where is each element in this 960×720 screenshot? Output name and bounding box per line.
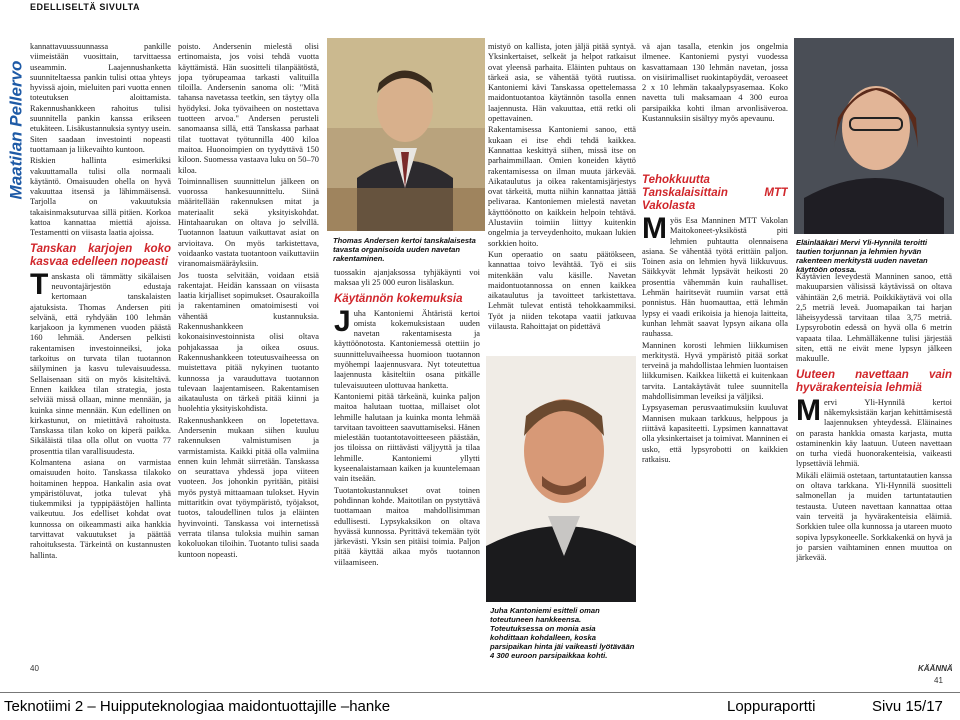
- column-5-top: [642, 42, 788, 166]
- footer-right: Sivu 15/17: [872, 698, 943, 715]
- c2-body: poisto. Andersenin mielestä olisi ertinomaista, jos voisi tehdä vuotta käyttämistä. Hän suositteli tilanpäätöstä, jopa työrupeamaa tarkasti valituilla tiloilla. Andersenin sanoma oli: "Mitä tahansa navetassa teetkin, sen täytyy olla hyödyksi. Joka työvaiheen on nostettava tuotteen arvoa." Andersen perusteli sanomaansa sillä, että Tanskassa parhaat tilat tuottavat työtunnilla 400 kiloa maitoa. Huonoimpien on tyydyttävä 150 kiloon. Suomessa vastaava luku on 50–70 kiloa.: [178, 42, 319, 175]
- footer-divider: [0, 692, 960, 693]
- c3-body: tuossakin ajanjaksossa tyhjäkäynti voi maksaa yli 25 000 euron lisälaskun.: [334, 268, 480, 288]
- document-footer: [0, 694, 960, 720]
- c1-dropcap: T: [30, 267, 49, 301]
- byline-vertical: [6, 40, 26, 220]
- c5-body: Käytävien leveydestä Manninen sanoo, että makuuparsien välisissä käytävissä on oltava vähintään 2,6 metriä. Poikkikäytävä voi olla 2,5 metriä leveä. Juomapaikan tai harjan läheisyydessä tarvitaan tilaa 3,75 metriä. Lypsyrobotin edessä on hyvä olla 6 metrin vapaata tilaa. Lehmälläkenne tulisi järjestää siten, että ne eivät mene lypsyn jälkeen makuulle.: [796, 272, 952, 364]
- column-4: [488, 42, 636, 352]
- page-number-right: 41: [934, 676, 943, 685]
- c4-top: Rakentamisessa Kantoniemi sanoo, että kukaan ei itse ehdi tehdä kaikkea. Kannattaa keskittyä siihen, missä itse on parhaimmillaan. Omien koneiden käyttö rakentamisessa on ilman muuta järkevää. Aikataulutus ja oikea rakentamisjärjestys ovat tärkeitä, mutta niihin kannattaa jättää pelivaraa. Kantoniemen mielestä navetan käyttöönotto on kaikkein helpoin tehtävä. Alustaviin toimiin liittyy kuitenkin ongelmia ja terveydenhoito, mukaan lukien sorkkien hoito.: [488, 125, 636, 248]
- kaanna-label: KÄÄNNÄ: [918, 664, 953, 673]
- column-1: [30, 42, 171, 660]
- c5-body2: ervi Yli-Hynnilä kertoi näkemyksistään karjan kehittämisestä laajennuksen yhteydessä. Eläinaines on parasta hankkia omasta karjasta, mutta ostaminenkin käy laatuun. Uuteen navettaan on turha viedä huonorakenteisia, vaikeasti lypsettäviä lehmiä.: [796, 397, 952, 469]
- c1-intro: kannattavuussuunnassa pankille viimeistään vuosittain, tarvittaessa useammin. Laajennushanketta suunniteltaessa pankin tulisi ottaa yhteys hyvissä ajoin, mieluiten pari vuotta ennen toteutuksen aloittamista. Rakennushankkeen rahoitus tulisi suunnitella pankin kanssa erikseen etukäteen. Lisäkustannuksia syntyy usein. Siten saadaan investointi nopeasti tuottamaan ja liikevaihto kuntoon.: [30, 42, 171, 154]
- c2-body3: Jos tuosta selvitään, voidaan etsiä rakentajat. Heidän kanssaan on viisasta laatia kirjalliset sopimukset. Osaurakoilla ja rakentaminen omatoimisesti voi vähentää kustannuksia. Rakennushankkeen kokonaisinvestoinnista olisi oltava pohjakassaa ja oikea osuus. Rakennushankkeen toteutusvaiheessa on muistettava pitää nykyinen tuotanto kunnossa ja varauduttava tuotannon tulevaan laajentamiseen. Rakentamisen aikataulusta on tärkeä pitää kiinni ja huolehtia yksityiskohdista.: [178, 270, 319, 414]
- column-6: [796, 272, 952, 670]
- page-number-left: 40: [30, 664, 39, 673]
- photo-juha-kantoniemi: [486, 356, 636, 602]
- column-2: [178, 42, 319, 678]
- c4-top2: Kun operaatio on saatu päätökseen, kannattaa toivo levähtää. Työ ei siis mitenkään valu käsille. Navetan maidontuotannossa on ennen kaikkea aikataulutus ja tavoitteet tarkistettava. Lehmät tulevat entistä tehokkaammiksi. Työt ja niiden tekotapa vaatii jatkuvaa viilausta. Rahoittajat on pidettävä: [488, 249, 636, 332]
- c4-body2: Manninen korosti lehmien liikkumisen merkitystä. Hyvä ympäristö pitää sorkat terveinä ja mahdollistaa lehmien luontaisen liikkumisen. Kaikkea liikettä ei kuitenkaan tarvita. Lantakäytävät tulee suunnitella mahdollisimman leveiksi ja väljiksi.: [642, 340, 788, 402]
- column-3-lower: [334, 268, 480, 568]
- photo-mervi-yli-hynnila: [794, 38, 954, 234]
- c4-heading: Tehokkuutta Tanskalaisittain MTT Vakolasta: [642, 174, 788, 212]
- section-label: EDELLISELTÄ SIVULTA: [30, 2, 140, 12]
- c5-dropcap: M: [796, 393, 821, 427]
- c3-body3: Kantoniemi pitää tärkeänä, kuinka paljon maitoa halutaan tuottaa, millaiset olot lehmille halutaan ja kuinka monta lehmää tarvitaan tavoitteen saavuttamiseksi. Hänen mielestään tuotantotavoitteeseen päästään, jos tiloissa on riittävästi väljyyttä ja tilaa lehmille. Kantoniemi yllytti kyseenalaistamaan kaiken ja kuuntelemaan vain itseään.: [334, 391, 480, 484]
- c1-body2: Kolmantena asiana on varmistaa omaisuuden hoito. Tanskassa tilakoko hoitaminen heppoa. Hankalin asia ovat ympäristöluvat, jotka tulevat yhä tiukemmiksi ja typpipäästöjen hallinta vaikeutuu. Jos edelliset kohdat ovat kunnossa on oikeammasti aika hankkia tarvittavat vakuutukset ja päättää rahoituksesta. Tärkeintä on kustannusten hallinta.: [30, 457, 171, 560]
- c3-body2: uha Kantoniemi Ähtäristä kertoi omista kokemuksistaan uuden navetan rakentamisesta ja käyttöönotosta. Kantoniemessä otettiin jo suunnitteluvaiheessa huomioon tuotannon myöhempi laajennusvara. Nyt toteutettua laajennusta käsiteltiin osana pitkälle tulevaisuuteen ulottuvaa hanketta.: [334, 308, 480, 390]
- c2-body2: Toiminnallisen suunnittelun jälkeen on vuorossa hankesuunnittelu. Siinä määritellään rakennuksen mitat ja materiaalit sekä yksityiskohdat. Hintahaarukan on oltava jo selvillä. Tuotannon laatuun vaikuttavat asiat on arvioitava. On myös tarkistettava, voidaanko vastata tuotantoon vaikuttaviin viranomaismääräyksiin.: [178, 176, 319, 269]
- c3-body4: Tuotantokustannukset ovat toinen pohdinnan kohde. Maitotilan on pystyttävä tuottamaan maitoa mahdollisimman edullisesti. Lypsykaksikon on oltava hyvässä kunnossa. Pyrittävä tekemään työt järkevästi. Yksin sen pitäisi toimia. Paljon pitää käyttää aikaa myös tuotannon viilaamiseen.: [334, 485, 480, 567]
- c4-body: yös Esa Manninen MTT Vakolan Maitokoneet-yksiköstä piti lehmien puhtautta olennaisena asiana. Se vähentää työtä erittäin paljon. Toinen asia on lehmien hyvä liikkuvuus. Säikkyvät lehmät lypsävät heikosti 20 prosenttia vähemmän kuin rauhalliset. Lehmän hairitsevät ruumiin varsat että ponnistus. Hän huomauttaa, että lehmän lypsy ei vaadi erikoisia ja hienoja laitteita, kunhan lehmät saavat lypsyn aikana olla rauhassa.: [642, 216, 788, 339]
- byline-text: Maatilan Pellervo: [6, 60, 26, 200]
- caption-photo1: Thomas Andersen kertoi tanskalaisesta tavasta organisoida uuden navetan rakentaminen.: [333, 236, 476, 263]
- c4-dropcap: M: [642, 212, 667, 245]
- c3-top: mistyö on kallista, joten jäljä pitää syntyä. Yksinkertaiset, selkeät ja helpot ratkaisut ovat yleensä parhaita. Eläinten puhtaus on tärkeä asia, se vähentää työtä ruutissa. Kantoniemi kävi Tanskassa opettelemassa maidontuotantoa käytännön tasolla ennen laajennusta. Hän vakuuttaa, että retki oli opettavainen.: [488, 42, 636, 124]
- c5-top: vä ajan tasalla, etenkin jos ongelmia ilmenee. Kantoniemi pystyi vuodessa kasvattamaan 130 lehmän navetan, jossa on visiirimalliset ruokintapöydät, veroaseet 2 x 10 lehmän takaalypsyasemaa. Koko navetta tuli maksamaan 4 300 euroa parsipaikka kohti ilman arvonlisäveroa. Kustannuksiin sisältyy myös apevaunu.: [642, 42, 788, 124]
- footer-left: Teknotiimi 2 – Huipputeknologiaa maidontuottajille –hanke: [4, 698, 391, 715]
- c5-body3: Mikäli eläimiä ostetaan, tartuntatautien kanssa on oltava tarkkana. Yli-Hynnilä suositteli salmonellan ja muiden tartuntatautien testausta. Uuteen navettaan kannattaa ottaa vain terveitä ja hyvärakenteisia eläimiä. Sorkkien tulee olla kunnossa ja utareen muoto sopiva lypsykoneelle. Sorkkakenkä on hyvä ja jo parsien vaihtaminen ennen muuttoa on järkevää.: [796, 470, 952, 563]
- c5-heading: Uuteen navettaan vain hyvärakenteisia lehmiä: [796, 368, 952, 394]
- column-5: [642, 170, 788, 670]
- c3-heading: Käytännön kokemuksia: [334, 292, 463, 305]
- c3-dropcap: J: [334, 304, 351, 338]
- c2-body4: Rakennushankkeen on lopetettava. Andersenin mukaan siihen kuuluu rakennuksen valmistumisen ja varmistamista. Kaikki pitää olla valmiina ennen kuin lehmät siirretään. Tanskassa on seurattava yhdessä jopa viiteen vuoteen. Jos johonkin pyritään, pitäisi myös pystyä mittaamaan tulokset. Hyvin mittaritkin ovat työympäristö, työjaksot, tuotos, taloudellinen tulos ja eläinten hyvinvointi. Tanskassa voi internetissä verrata tilansa tuloksia muihin saman kokoluokan tiloihin. Tuotanto tulisi saada kuntoon nopeasti.: [178, 415, 319, 559]
- c4-body3: Lypsyaseman perusvaatimuksiin kuuluvat Mannisen mukaan tarkkuus, helppous ja riittävä kapasiteetti. Lypsimen kannattavat olla yksinkertaiset ja toimivat. Manninen ei usko, että lypsyrobotti on kaikkien ratkaisu.: [642, 403, 788, 464]
- photo-thomas-andersen: [327, 38, 485, 231]
- c1-body: anskasta oli tämmätty sikälaisen neuvontajärjestön edustaja kertomaan tanskalaisten ajatuksista. Thomas Andersen piti selvänä, että ryhdyään 100 lehmän karjakoon ja kymmenen vuoden päästä 160 lehmää. Andersen pelkisti rakentamisen investoinneiksi, joka tarkoitus on turvata tilan tuotannon säilyminen ja kasvu tulevaisuudessa. Sellaisenaan sitä on myös käsiteltävä. Ennen kaikkea tilan strategia, josta selviää missä ollaan, minne mennään, ja kuinka sinne mennään. Kun edellinen on kirkastunut, on mietittävä rahoitusta. Tanskassa tilan koko on kiperä paikka. Sikäläistä tilaa olla ollut on vuotta 77 prosenttia tilan varallisuudesta.: [30, 271, 171, 456]
- caption-photo2: Juha Kantoniemi esitteli oman toteutuneen hankkeensa. Toteutuksessa on monia asia kohdittaan kohdalleen, koska parsipaikan hinta jäi vaikeasti lyötävään 4 300 euroon parsipaikkaa kohti.: [490, 606, 635, 660]
- footer-middle: Loppuraportti: [727, 698, 816, 715]
- caption-photo3: Eläinlääkäri Mervi Yli-Hynnilä teroitti tautien torjunnan ja lehmien hyvän rakenteen merkitystä uuden navetan käyttöön otossa.: [796, 238, 928, 274]
- c1-heading: Tanskan karjojen koko kasvaa edelleen nopeasti: [30, 242, 171, 268]
- c1-intro2: Riskien hallinta esimerkiksi vakuuttamalla tulisi olla normaali käytäntö. Omaisuuden ohella on hyvä vakuuttaa itsensä ja lähimmäisensä. Tarjolla on vakuutuksia takaisinmaksuturvaa sillä pitäen. Korkoa kattoa kannattaa miettiä ajoissa. Testamentti on viisasta laatia ajoissa.: [30, 156, 171, 238]
